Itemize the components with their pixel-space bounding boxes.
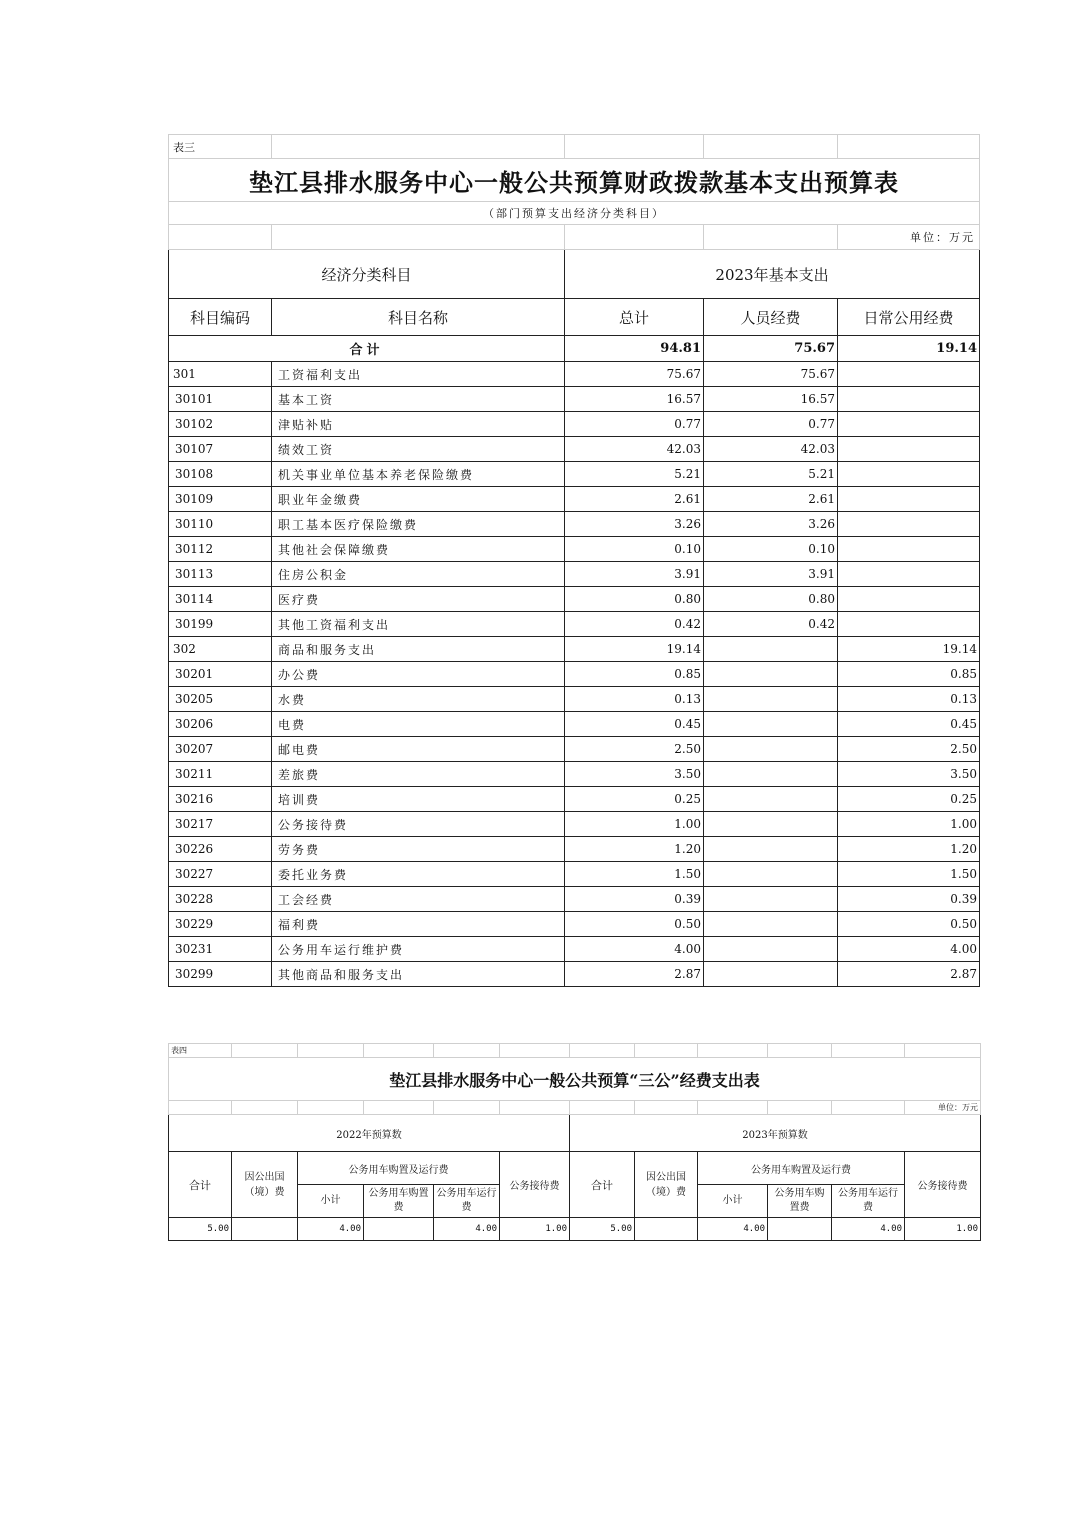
row-name: 公务用车运行维护费 <box>272 937 565 962</box>
row-name: 工会经费 <box>272 887 565 912</box>
row-name: 其他社会保障缴费 <box>272 537 565 562</box>
table-row <box>169 762 980 787</box>
col-header-operation-2023: 公务用车运行费 <box>832 1185 905 1218</box>
table-row <box>169 862 980 887</box>
table-row <box>169 587 980 612</box>
table-subtitle: （部门预算支出经济分类科目） <box>169 202 980 225</box>
row-code: 301 <box>169 362 272 387</box>
row-code: 30216 <box>169 787 272 812</box>
header-group-economic: 经济分类科目 <box>169 250 565 299</box>
row-code: 30226 <box>169 837 272 862</box>
row-personnel: 0.80 <box>704 587 838 612</box>
total-label: 合计 <box>169 336 565 362</box>
row-total: 4.00 <box>565 937 704 962</box>
row-total: 1.50 <box>565 862 704 887</box>
col-header-vehicle-2022: 公务用车购置及运行费 <box>298 1152 500 1185</box>
value-total-2022: 5.00 <box>169 1218 232 1241</box>
row-total: 16.57 <box>565 387 704 412</box>
row-personnel <box>704 762 838 787</box>
value-subtotal-2022: 4.00 <box>298 1218 364 1241</box>
row-code: 30113 <box>169 562 272 587</box>
row-personnel: 0.10 <box>704 537 838 562</box>
table-row <box>169 962 980 987</box>
table-row <box>169 812 980 837</box>
row-total: 0.13 <box>565 687 704 712</box>
row-code: 30102 <box>169 412 272 437</box>
header-group-2023: 2023年预算数 <box>570 1115 981 1152</box>
col-header-reception-2023: 公务接待费 <box>905 1152 981 1218</box>
row-public <box>838 437 980 462</box>
row-personnel <box>704 737 838 762</box>
row-total: 3.26 <box>565 512 704 537</box>
row-name: 水费 <box>272 687 565 712</box>
row-code: 302 <box>169 637 272 662</box>
row-personnel <box>704 862 838 887</box>
row-code: 30108 <box>169 462 272 487</box>
header-group-2023: 2023年基本支出 <box>565 250 980 299</box>
table-label: 表三 <box>169 135 272 159</box>
row-code: 30211 <box>169 762 272 787</box>
value-subtotal-2023: 4.00 <box>698 1218 768 1241</box>
header-group-2022: 2022年预算数 <box>169 1115 570 1152</box>
row-public: 0.50 <box>838 912 980 937</box>
row-personnel <box>704 662 838 687</box>
col-header-operation-2022: 公务用车运行费 <box>434 1185 500 1218</box>
col-header-name: 科目名称 <box>272 299 565 336</box>
row-name: 公务接待费 <box>272 812 565 837</box>
row-code: 30109 <box>169 487 272 512</box>
row-name: 商品和服务支出 <box>272 637 565 662</box>
row-public <box>838 387 980 412</box>
table-row <box>169 662 980 687</box>
row-name: 津贴补贴 <box>272 412 565 437</box>
row-public <box>838 562 980 587</box>
row-total: 3.91 <box>565 562 704 587</box>
row-public <box>838 512 980 537</box>
row-total: 2.87 <box>565 962 704 987</box>
row-public: 1.50 <box>838 862 980 887</box>
row-public <box>838 412 980 437</box>
table-row <box>169 637 980 662</box>
row-name: 其他商品和服务支出 <box>272 962 565 987</box>
row-total: 0.50 <box>565 912 704 937</box>
row-personnel: 3.91 <box>704 562 838 587</box>
table-row <box>169 487 980 512</box>
row-name: 职工基本医疗保险缴费 <box>272 512 565 537</box>
row-personnel <box>704 812 838 837</box>
row-name: 差旅费 <box>272 762 565 787</box>
three-public-expenses-table <box>168 1043 981 1241</box>
row-code: 30228 <box>169 887 272 912</box>
row-name: 基本工资 <box>272 387 565 412</box>
row-personnel: 42.03 <box>704 437 838 462</box>
table-row <box>169 462 980 487</box>
value-purchase-2022 <box>364 1218 434 1241</box>
row-code: 30217 <box>169 812 272 837</box>
table-row <box>169 937 980 962</box>
total-personnel: 75.67 <box>704 336 838 362</box>
table-row <box>169 512 980 537</box>
col-header-purchase-2023: 公务用车购置费 <box>768 1185 832 1218</box>
total-row <box>169 336 980 362</box>
row-personnel <box>704 787 838 812</box>
table-row <box>169 612 980 637</box>
row-name: 住房公积金 <box>272 562 565 587</box>
row-personnel: 75.67 <box>704 362 838 387</box>
row-public: 3.50 <box>838 762 980 787</box>
row-name: 劳务费 <box>272 837 565 862</box>
row-code: 30101 <box>169 387 272 412</box>
col-header-total: 总计 <box>565 299 704 336</box>
value-total-2023: 5.00 <box>570 1218 635 1241</box>
table-row <box>169 687 980 712</box>
row-total: 0.77 <box>565 412 704 437</box>
row-personnel <box>704 962 838 987</box>
value-operation-2022: 4.00 <box>434 1218 500 1241</box>
row-name: 机关事业单位基本养老保险缴费 <box>272 462 565 487</box>
row-name: 工资福利支出 <box>272 362 565 387</box>
row-total: 75.67 <box>565 362 704 387</box>
basic-expenditure-table <box>168 134 980 987</box>
row-total: 2.61 <box>565 487 704 512</box>
col-header-abroad-2022: 因公出国（境）费 <box>232 1152 298 1218</box>
total-sum: 94.81 <box>565 336 704 362</box>
value-reception-2023: 1.00 <box>905 1218 981 1241</box>
row-code: 30231 <box>169 937 272 962</box>
row-name: 培训费 <box>272 787 565 812</box>
col-header-subtotal-2023: 小计 <box>698 1185 768 1218</box>
table-row <box>169 362 980 387</box>
row-public: 0.85 <box>838 662 980 687</box>
row-total: 0.45 <box>565 712 704 737</box>
row-public <box>838 462 980 487</box>
table-title: 垫江县排水服务中心一般公共预算“三公”经费支出表 <box>169 1058 981 1101</box>
table-row <box>169 387 980 412</box>
table-row <box>169 562 980 587</box>
row-public: 19.14 <box>838 637 980 662</box>
value-purchase-2023 <box>768 1218 832 1241</box>
row-total: 42.03 <box>565 437 704 462</box>
row-public: 0.13 <box>838 687 980 712</box>
row-public <box>838 612 980 637</box>
row-public: 1.20 <box>838 837 980 862</box>
row-personnel <box>704 687 838 712</box>
row-total: 5.21 <box>565 462 704 487</box>
unit-label: 单位：万元 <box>905 1101 981 1115</box>
row-name: 医疗费 <box>272 587 565 612</box>
col-header-purchase-2022: 公务用车购置费 <box>364 1185 434 1218</box>
row-personnel: 2.61 <box>704 487 838 512</box>
value-abroad-2022 <box>232 1218 298 1241</box>
value-reception-2022: 1.00 <box>500 1218 570 1241</box>
row-personnel: 5.21 <box>704 462 838 487</box>
row-public <box>838 587 980 612</box>
row-code: 30207 <box>169 737 272 762</box>
row-public <box>838 537 980 562</box>
row-total: 0.25 <box>565 787 704 812</box>
row-code: 30206 <box>169 712 272 737</box>
row-public: 0.39 <box>838 887 980 912</box>
row-total: 0.80 <box>565 587 704 612</box>
table-row <box>169 1218 981 1241</box>
expenditure-rows <box>169 362 980 987</box>
row-public: 2.87 <box>838 962 980 987</box>
row-total: 0.39 <box>565 887 704 912</box>
row-code: 30227 <box>169 862 272 887</box>
col-header-subtotal-2022: 小计 <box>298 1185 364 1218</box>
row-total: 1.00 <box>565 812 704 837</box>
row-public <box>838 487 980 512</box>
row-personnel: 0.42 <box>704 612 838 637</box>
row-code: 30229 <box>169 912 272 937</box>
row-name: 绩效工资 <box>272 437 565 462</box>
unit-label: 单位：万元 <box>838 225 980 250</box>
table-label: 表四 <box>169 1044 232 1058</box>
row-name: 电费 <box>272 712 565 737</box>
table-row <box>169 712 980 737</box>
row-name: 其他工资福利支出 <box>272 612 565 637</box>
row-total: 0.10 <box>565 537 704 562</box>
row-code: 30201 <box>169 662 272 687</box>
row-code: 30107 <box>169 437 272 462</box>
row-total: 1.20 <box>565 837 704 862</box>
col-header-total-2023: 合计 <box>570 1152 635 1218</box>
row-personnel <box>704 712 838 737</box>
row-total: 19.14 <box>565 637 704 662</box>
row-public: 2.50 <box>838 737 980 762</box>
row-code: 30199 <box>169 612 272 637</box>
table-row <box>169 787 980 812</box>
row-public: 1.00 <box>838 812 980 837</box>
row-total: 0.85 <box>565 662 704 687</box>
row-personnel: 0.77 <box>704 412 838 437</box>
row-code: 30114 <box>169 587 272 612</box>
col-header-total-2022: 合计 <box>169 1152 232 1218</box>
row-personnel: 3.26 <box>704 512 838 537</box>
row-personnel <box>704 637 838 662</box>
row-name: 邮电费 <box>272 737 565 762</box>
table-row <box>169 437 980 462</box>
row-public <box>838 362 980 387</box>
row-code: 30205 <box>169 687 272 712</box>
row-name: 职业年金缴费 <box>272 487 565 512</box>
row-public: 0.25 <box>838 787 980 812</box>
table-row <box>169 537 980 562</box>
table-row <box>169 912 980 937</box>
row-personnel <box>704 912 838 937</box>
table-row <box>169 887 980 912</box>
row-code: 30112 <box>169 537 272 562</box>
col-header-public: 日常公用经费 <box>838 299 980 336</box>
value-abroad-2023 <box>635 1218 698 1241</box>
row-personnel <box>704 887 838 912</box>
row-total: 3.50 <box>565 762 704 787</box>
row-total: 2.50 <box>565 737 704 762</box>
row-name: 办公费 <box>272 662 565 687</box>
row-name: 委托业务费 <box>272 862 565 887</box>
total-public: 19.14 <box>838 336 980 362</box>
col-header-abroad-2023: 因公出国（境）费 <box>635 1152 698 1218</box>
row-name: 福利费 <box>272 912 565 937</box>
table-title: 垫江县排水服务中心一般公共预算财政拨款基本支出预算表 <box>169 159 980 202</box>
col-header-vehicle-2023: 公务用车购置及运行费 <box>698 1152 905 1185</box>
row-code: 30110 <box>169 512 272 537</box>
row-public: 4.00 <box>838 937 980 962</box>
row-public: 0.45 <box>838 712 980 737</box>
row-personnel: 16.57 <box>704 387 838 412</box>
col-header-personnel: 人员经费 <box>704 299 838 336</box>
row-total: 0.42 <box>565 612 704 637</box>
table-row <box>169 837 980 862</box>
table-row <box>169 737 980 762</box>
value-operation-2023: 4.00 <box>832 1218 905 1241</box>
row-personnel <box>704 937 838 962</box>
row-personnel <box>704 837 838 862</box>
col-header-code: 科目编码 <box>169 299 272 336</box>
col-header-reception-2022: 公务接待费 <box>500 1152 570 1218</box>
row-code: 30299 <box>169 962 272 987</box>
table-row <box>169 412 980 437</box>
